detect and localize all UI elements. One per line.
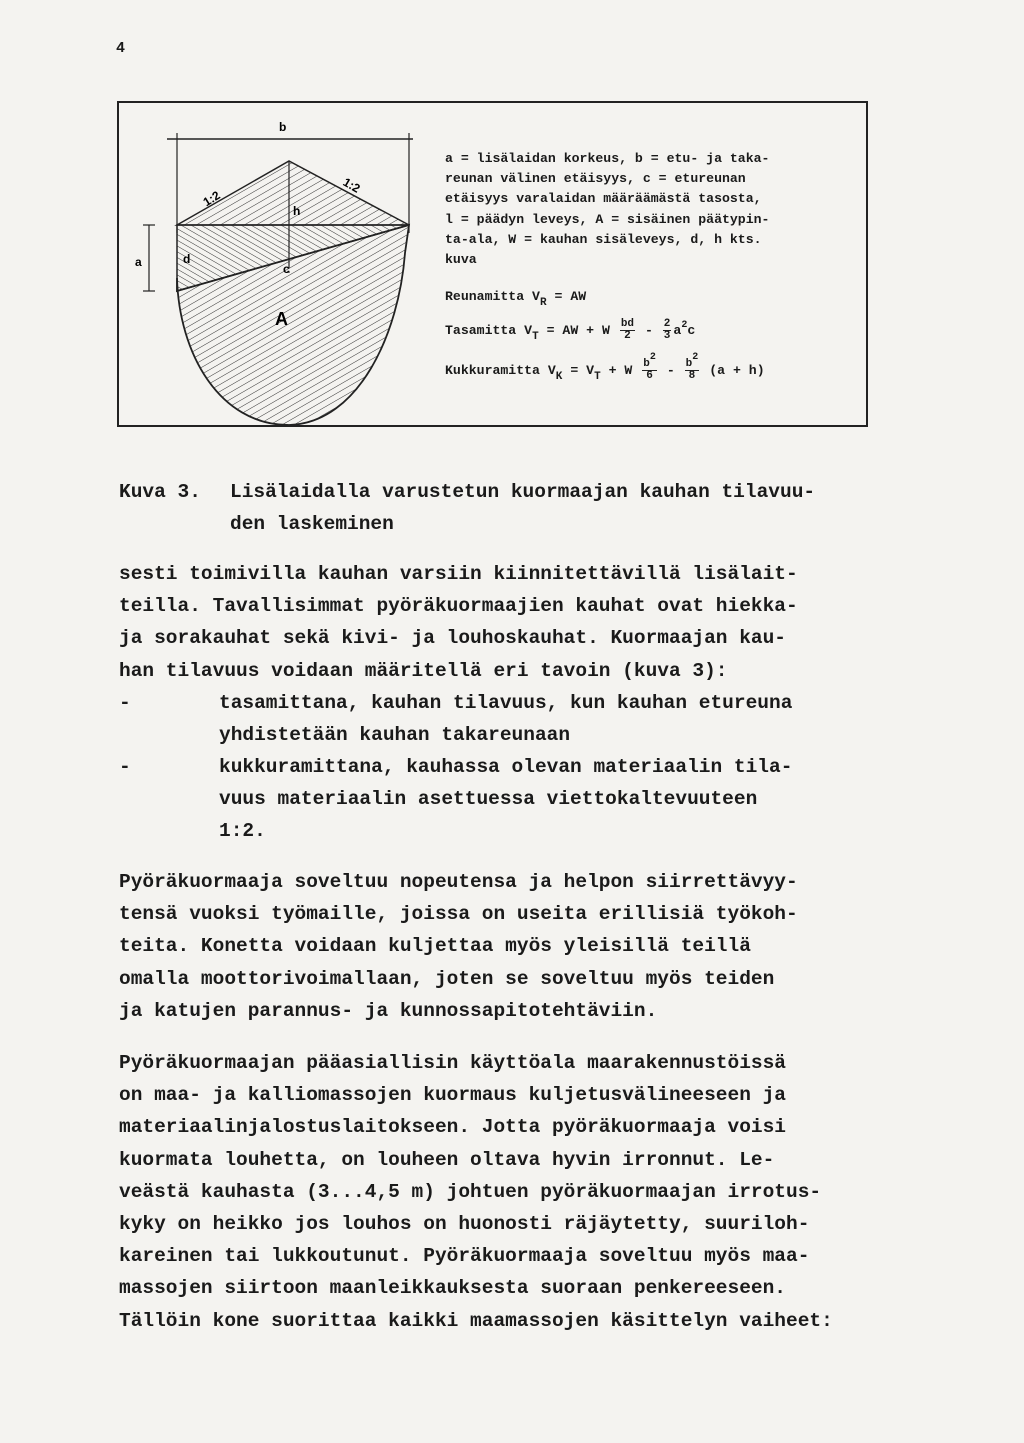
legend-line: kuva	[445, 252, 477, 268]
formula-subscript: T	[532, 330, 539, 343]
formula-label: Kukkuramitta V	[445, 362, 556, 378]
formula-operator: -	[644, 322, 653, 338]
fraction-numerator: bd	[620, 318, 635, 330]
formula-term: (a + h)	[709, 362, 765, 378]
label-slope-right: 1:2	[340, 174, 363, 196]
text-line: tensä vuoksi työmaille, joissa on useita erillisiä työkoh-	[119, 903, 798, 926]
text-line: kuormata louhetta, on louheen oltava hyvin irronnut. Le-	[119, 1148, 775, 1171]
fraction-denominator: 6	[646, 370, 653, 382]
text-line: 1:2.	[219, 820, 266, 843]
text-line: Pyöräkuormaajan pääasiallisin käyttöala maarakennustöissä	[119, 1052, 787, 1074]
paragraph-2	[119, 866, 909, 1027]
formula-label: Reunamitta V	[445, 289, 540, 304]
paragraph-1	[119, 558, 909, 687]
legend-line: etäisyys varalaidan määräämästä tasosta,	[445, 191, 762, 207]
text-line: vuus materiaalin asettuessa viettokaltevuuteen	[219, 788, 758, 811]
formula-exponent: 2	[692, 352, 699, 363]
page-number: 4	[116, 40, 126, 57]
formula-term: b	[643, 358, 650, 370]
text-line: kukkuramittana, kauhassa olevan materiaalin tila-	[219, 756, 793, 778]
label-a: a	[135, 255, 142, 269]
list-text	[219, 751, 909, 848]
fraction-denominator: 2	[624, 330, 631, 342]
figure-caption	[119, 476, 899, 540]
text-line: ja sorakauhat sekä kivi- ja louhoskauhat. Kuormaajan kau-	[119, 627, 787, 650]
caption-text: Lisälaidalla varustetun kuormaajan kauhan tilavuu-	[230, 481, 816, 503]
text-line: teita. Konetta voidaan kuljettaa myös yleisillä teillä	[119, 935, 751, 958]
fraction-numerator: 2	[663, 318, 671, 330]
list-item	[119, 751, 909, 848]
paragraph-3	[119, 1047, 909, 1337]
text-line: massojen siirtoon maanleikkauksesta suoraan penkereeseen.	[119, 1277, 787, 1300]
fraction-denominator: 8	[688, 370, 696, 382]
list-text	[219, 687, 909, 751]
formula-subscript: K	[555, 370, 563, 383]
text-line: tasamittana, kauhan tilavuus, kun kauhan etureuna	[219, 692, 793, 714]
label-b: b	[279, 120, 287, 134]
list-dash: -	[119, 756, 131, 778]
text-line: veästä kauhasta (3...4,5 m) johtuen pyöräkuormaajan irrotus-	[119, 1180, 822, 1203]
text-line: omalla moottorivoimallaan, joten se soveltuu myös teiden	[119, 967, 775, 990]
text-line: kareinen tai lukkoutunut. Pyöräkuormaaja soveltuu myös maa-	[119, 1245, 810, 1268]
text-line: han tilavuus voidaan määritellä eri tavoin (kuva 3):	[119, 659, 728, 682]
fraction	[620, 319, 635, 342]
label-d: d	[183, 252, 191, 266]
formula-subscript: R	[539, 297, 547, 309]
caption-text: den laskeminen	[230, 513, 394, 535]
legend-line: a = lisälaidan korkeus, b = etu- ja taka-	[445, 151, 770, 166]
formula-subscript: T	[594, 370, 601, 383]
legend-line: ta-ala, W = kauhan sisäleveys, d, h kts.	[445, 231, 762, 247]
formula-exponent: 2	[681, 319, 688, 331]
legend-line: l = päädyn leveys, A = sisäinen päätypin-	[445, 211, 770, 227]
text-line: Tällöin kone suorittaa kaikki maamassojen käsittelyn vaiheet:	[119, 1309, 833, 1332]
fraction	[685, 352, 700, 382]
text-line: Pyöräkuormaaja soveltuu nopeutensa ja helpon siirrettävyy-	[119, 871, 798, 893]
formula-exponent: 2	[649, 352, 656, 363]
figure-frame	[117, 101, 868, 427]
fraction	[642, 352, 657, 382]
caption-label: Kuva 3.	[119, 481, 201, 503]
formula-operator: -	[666, 362, 675, 378]
label-h: h	[293, 204, 301, 218]
formula-kukkuramitta	[445, 352, 765, 383]
formula-rhs: = AW + W	[546, 322, 610, 338]
label-A: A	[275, 309, 288, 329]
text-line: kyky on heikko jos louhos on huonosti räjäytetty, suuriloh-	[119, 1213, 810, 1236]
formula-label: Tasamitta V	[445, 322, 533, 338]
formula-term: b	[685, 358, 693, 370]
label-c: c	[283, 262, 290, 276]
fraction	[663, 319, 672, 342]
text-line: yhdistetään kauhan takareunaan	[219, 724, 571, 747]
text-line: materiaalinjalostuslaitokseen. Jotta pyöräkuormaaja voisi	[119, 1116, 787, 1139]
text-line: on maa- ja kalliomassojen kuormaus kuljetusvälineeseen ja	[119, 1084, 787, 1107]
formula-operator: + W	[608, 362, 633, 378]
figure-legend	[445, 149, 855, 270]
fraction-denominator: 3	[663, 330, 671, 342]
formula-term: c	[687, 322, 696, 338]
list-item	[119, 687, 909, 751]
formula-rhs: = AW	[554, 289, 587, 304]
formula-reunamitta	[445, 289, 587, 309]
text-line: teilla. Tavallisimmat pyöräkuormaajien kauhat ovat hiekka-	[119, 595, 798, 618]
label-slope-left: 1:2	[200, 188, 223, 210]
legend-line: reunan välinen etäisyys, c = etureunan	[445, 171, 746, 187]
formula-operator: = V	[570, 362, 595, 378]
text-line: sesti toimivilla kauhan varsiin kiinnitettävillä lisälait-	[119, 563, 798, 585]
list-dash: -	[119, 692, 131, 714]
formula-term: a	[673, 322, 682, 338]
text-line: ja katujen parannus- ja kunnossapitotehtäviin.	[119, 999, 658, 1022]
formula-tasamitta	[445, 319, 695, 342]
